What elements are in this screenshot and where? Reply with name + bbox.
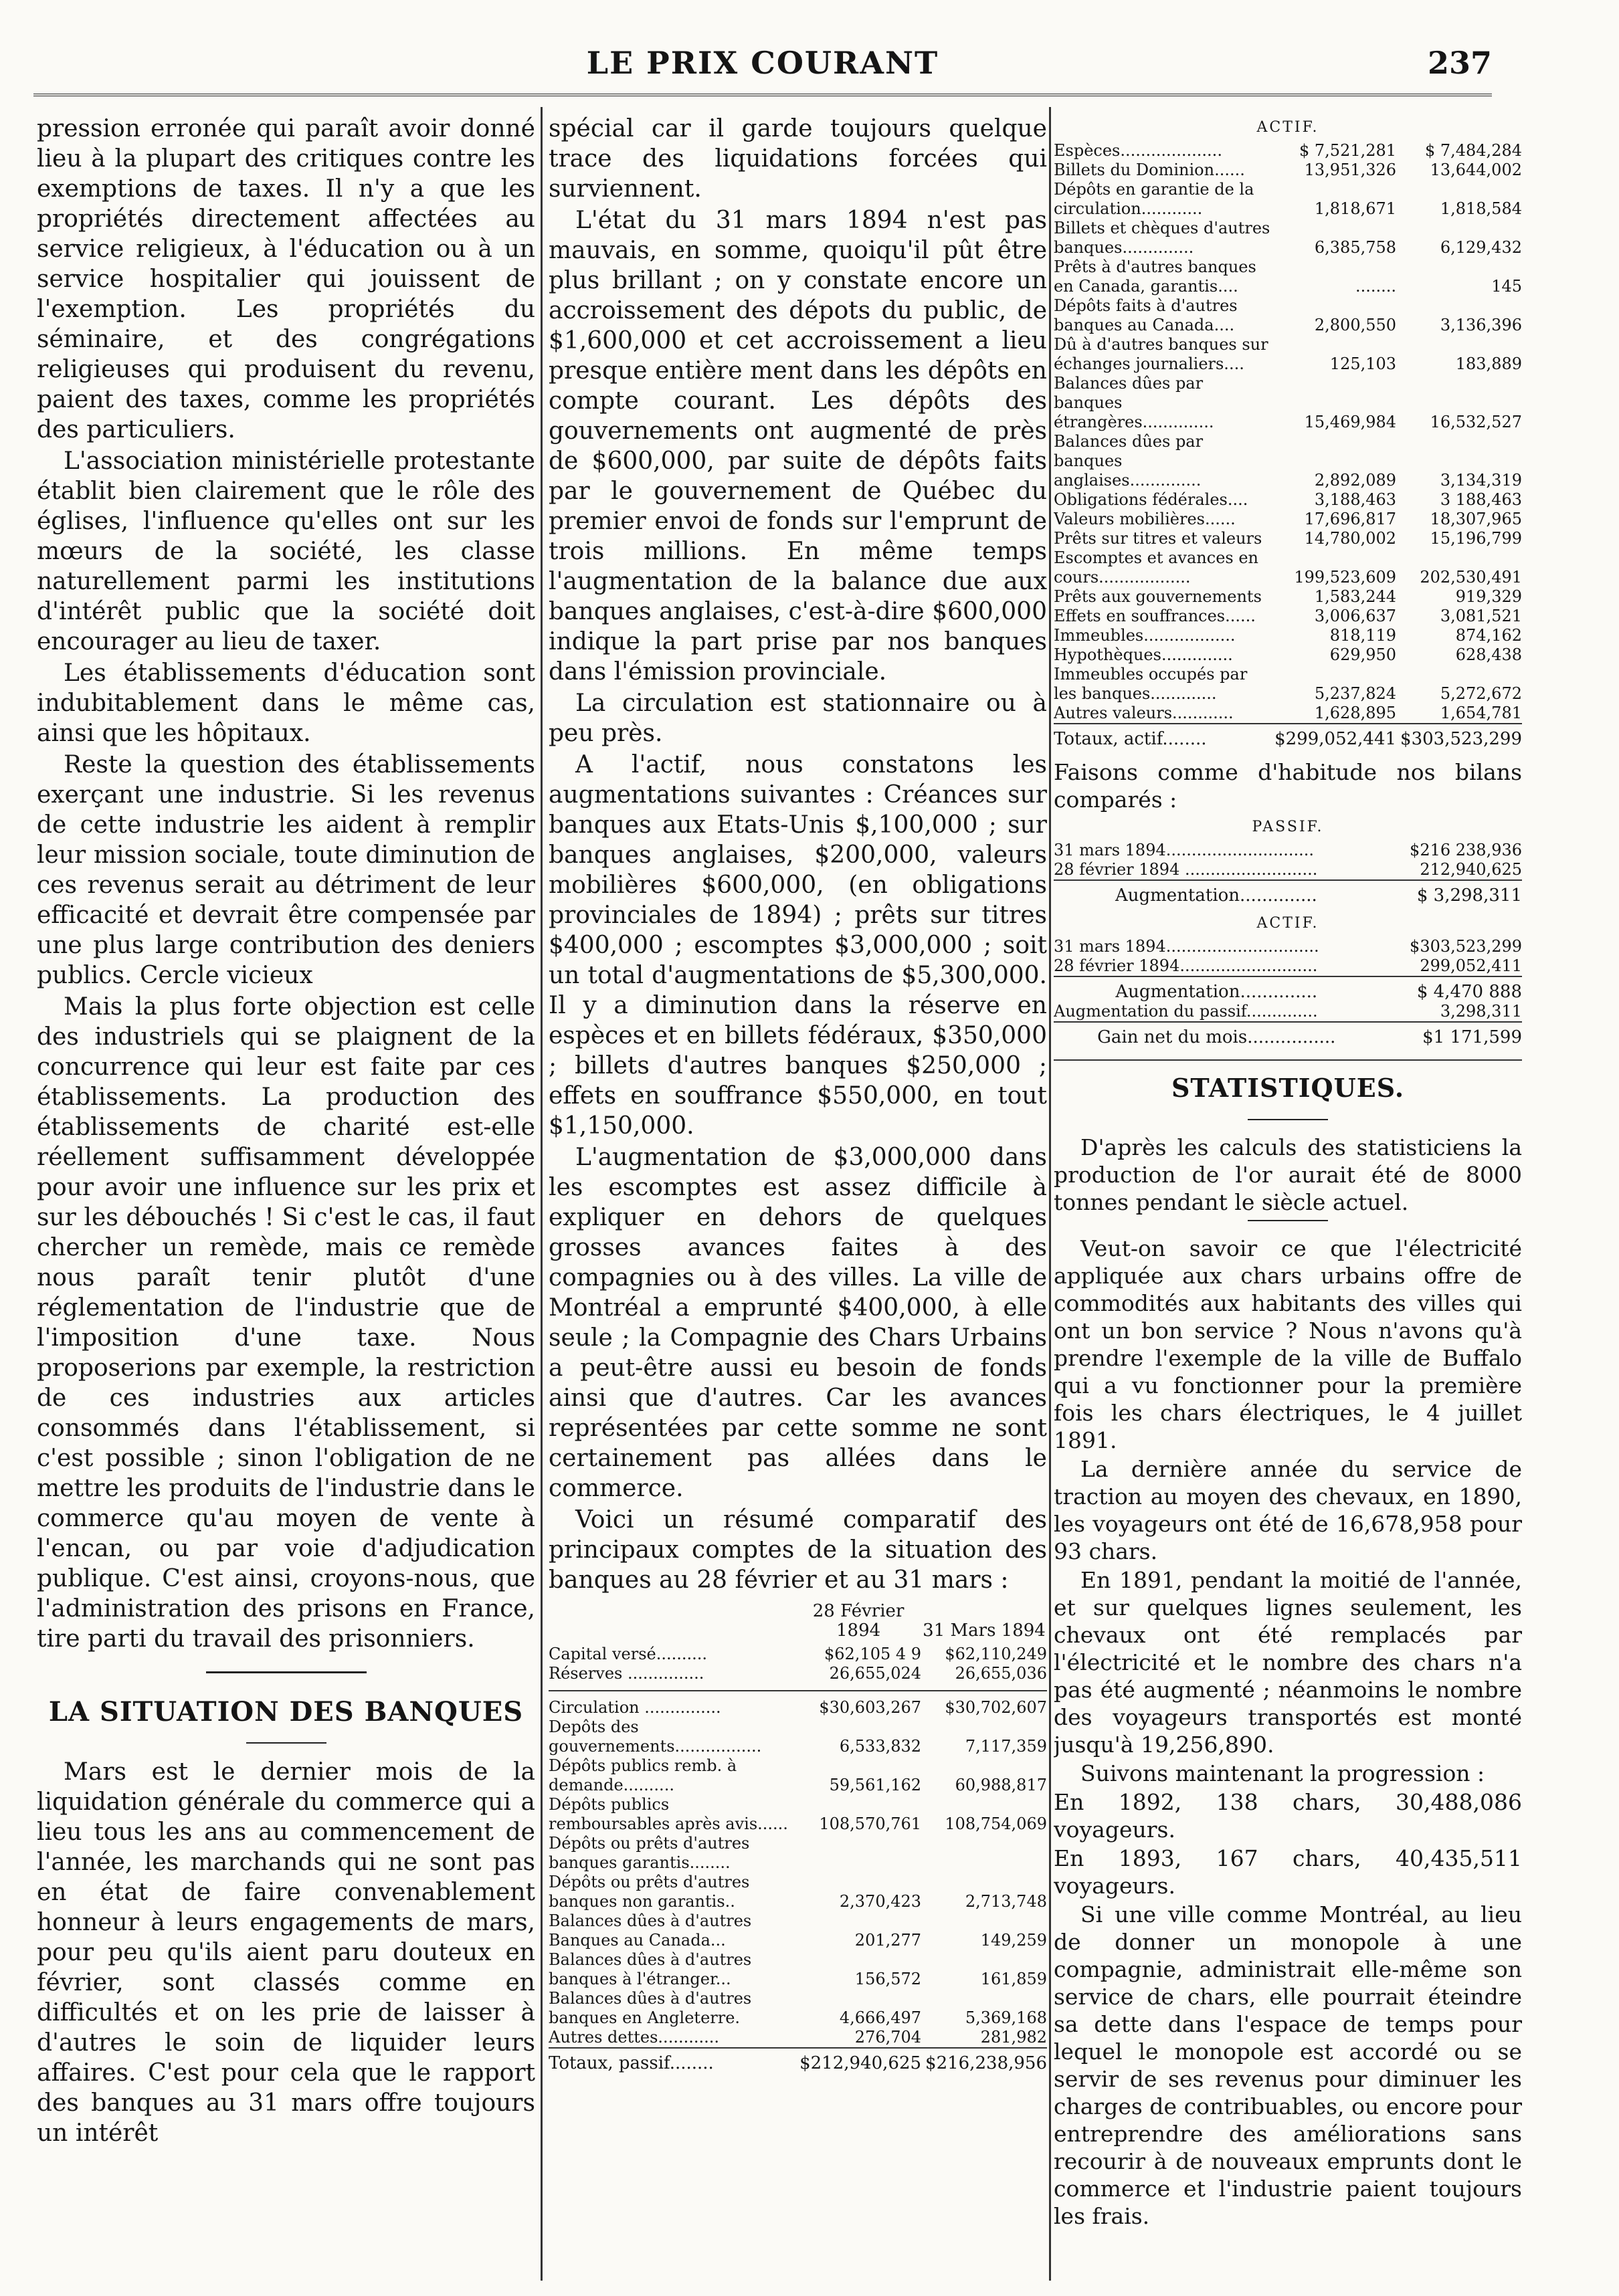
table-row: Dépôts en garantie de la circulation............ 1,818,671 1,818,584 (1054, 180, 1522, 218)
paragraph: L'association ministérielle protestante établit bien clairement que le rôle des églises, l'influence qu'elles ont sur les mœurs de la société, les classe naturellement parmi les institutions d'intérêt public que la société doit encourager au lieu de taxer. (37, 447, 535, 655)
paragraph: spécial car il garde toujours quelque trace des liquidations forcées qui surviennent. (549, 115, 1047, 203)
table-row: Depôts des gouvernements................. 6,533,832 7,117,359 (549, 1717, 1047, 1756)
column-1 (37, 114, 535, 2274)
table-row: Dépôts faits à d'autres banques au Canada.... 2,800,550 3,136,396 (1054, 296, 1522, 334)
table-row: Prêts sur titres et valeurs 14,780,002 15,196,799 (1054, 529, 1522, 548)
actif-title: ACTIF. (1256, 119, 1319, 136)
table-row: Immeubles occupés par les banques............. 5,237,824 5,272,672 (1054, 665, 1522, 703)
table-row: Autres valeurs............ 1,628,895 1,654,781 (1054, 704, 1522, 722)
paragraph: La circulation est stationnaire ou à peu près. (549, 690, 1047, 747)
table-row: Augmentation.............. $ 4,470 888 (1054, 976, 1522, 1002)
section-ornament (206, 1671, 367, 1673)
table-row: Dépôts publics remb. à demande.......... 59,561,162 60,988,817 (549, 1756, 1047, 1794)
table-row: Circulation ............... $30,603,267 $30,702,607 (549, 1698, 1047, 1717)
column-divider-2 (1049, 107, 1051, 2281)
table-row: 31 mars 1894............................. $216 238,936 (1054, 841, 1522, 859)
table-row: Réserves ............... 26,655,024 26,655,036 (549, 1664, 1047, 1683)
header-rule (33, 94, 1492, 96)
column-header: 31 Mars 1894 (923, 1621, 1046, 1641)
passif-title: PASSIF. (1252, 819, 1324, 835)
actif-summary (1054, 937, 1522, 1047)
table-row: Balances dûes à d'autres Banques au Canada... 201,277 149,259 (549, 1911, 1047, 1950)
column-2 (549, 114, 1047, 2274)
table-row: 31 mars 1894.............................. $303,523,299 (1054, 937, 1522, 956)
table-row: Gain net du mois................ $1 171,599 (1054, 1022, 1522, 1047)
passif-table (549, 1602, 1047, 2073)
paragraph: Mais la plus forte objection est celle des industriels qui se plaignent de la concurrence qui leur est faite par ces établissements. La production des établissements de charité est-elle réellement suffisamment développée pour avoir une influence sur les prix et sur les débouchés ! Si c'est le cas, il faut chercher un remède, mais ce remède nous paraît tenir plutôt d'une réglementation de l'industrie que de l'imposition d'une taxe. Nous proposerions par exemple, la restriction de ces industries aux articles consommés dans l'établissement, si c'est possible ; sinon l'obligation de ne mettre les produits de l'industrie dans le commerce qu'au moyen de vente à l'encan, ou par voie d'adjudication publique. C'est ainsi, croyons-nous, que l'administration des prisons en France, tire parti du travail des prisonniers. (37, 993, 535, 1653)
paragraph: La dernière année du service de traction au moyen des chevaux, en 1890, les voyageurs ont été de 16,678,958 pour 93 chars. (1054, 1456, 1522, 1564)
table-row: Obligations fédérales.... 3,188,463 3 188,463 (1054, 490, 1522, 509)
passif-summary (1054, 841, 1522, 906)
page-number: 237 (1427, 45, 1492, 81)
table-row: Prêts aux gouvernements 1,583,244 919,329 (1054, 587, 1522, 606)
table-row: 28 février 1894........................... 299,052,411 (1054, 956, 1522, 975)
journal-title: LE PRIX COURANT (586, 45, 939, 81)
column-divider-1 (541, 107, 543, 2281)
table-row: 28 février 1894 .......................... 212,940,625 (1054, 860, 1522, 879)
table-row: Augmentation.............. $ 3,298,311 (1054, 880, 1522, 906)
total-row: Totaux, actif........ $299,052,441 $303,523,299 (1054, 724, 1522, 749)
table-row: Effets en souffrances...... 3,006,637 3,081,521 (1054, 607, 1522, 625)
paragraph: En 1892, 138 chars, 30,488,086 voyageurs. (1054, 1789, 1522, 1843)
page-header (33, 37, 1492, 97)
table-row: Balances dûes par banques anglaises.............. 2,892,089 3,134,319 (1054, 432, 1522, 490)
table-row: Autres dettes............ 276,704 281,982 (549, 2028, 1047, 2047)
table-row: Balances dûes par banques étrangères.............. 15,469,984 16,532,527 (1054, 374, 1522, 431)
total-row: Totaux, passif........ $212,940,625 $216,238,956 (549, 2048, 1047, 2073)
column-3 (1054, 114, 1522, 2274)
table-row: Billets du Dominion...... 13,951,326 13,644,002 (1054, 161, 1522, 179)
paragraph: L'état du 31 mars 1894 n'est pas mauvais, en somme, quoiqu'il pût être plus brillant ; on y constate encore un accroissement des dépots du public, de $1,600,000 et cet accroissement a lieu presque entière ment dans les dépôts en compte courant. Les dépôts des gouvernements ont augmenté de près de $600,000, par suite de dépôts faits par le gouvernement de Québec du premier envoi de fonds sur l'emprunt de trois millions. En même temps l'augmentation de la balance due aux banques anglaises, c'est-à-dire $600,000 indique la part prise par nos banques dans l'émission provinciale. (549, 207, 1047, 686)
paragraph: Les établissements d'éducation sont indubitablement dans le même cas, ainsi que les hôpitaux. (37, 659, 535, 747)
paragraph: En 1891, pendant la moitié de l'année, et sur quelques lignes seulement, les chevaux ont été remplacés par l'électricité et le nombre des chars n'a pas été augmenté ; néanmoins le nombre des voyageurs transportés est monté jusqu'à 19,256,890. (1054, 1567, 1522, 1758)
paragraph: Faisons comme d'habitude nos bilans comparés : (1054, 759, 1522, 813)
table-row: Immeubles.................. 818,119 874,162 (1054, 626, 1522, 645)
table-row: Capital versé.......... $62,105 4 9 $62,110,249 (549, 1645, 1047, 1663)
paragraph: D'après les calculs des statisticiens la production de l'or aurait été de 8000 tonnes pendant le siècle actuel. (1054, 1134, 1522, 1215)
paragraph: Reste la question des établissements exerçant une industrie. Si les revenus de cette industrie les aident à remplir leur mission sociale, toute diminution de ces revenus serait au détriment de leur efficacité et devrait être compensée par une plus large contribution des deniers publics. Cercle vicieux (37, 751, 535, 989)
table-row: Balances dûes à d'autres banques en Angleterre. 4,666,497 5,369,168 (549, 1989, 1047, 2027)
table-row: Prêts à d'autres banques en Canada, garantis.... ........ 145 (1054, 257, 1522, 296)
paragraph: A l'actif, nous constatons les augmentations suivantes : Créances sur banques aux Etats-Unis $,100,000 ; sur banques anglaises, $200,000, valeurs mobilières $600,000, (en obligations provinciales de 1894) ; prêts sur titres $400,000 ; escomptes $3,000,000 ; soit un total d'augmentations de $5,300,000. Il y a diminution dans la réserve en espèces et en billets fédéraux, $350,000 ; billets d'autres banques $250,000 ; effets en souffrance $550,000, en tout $1,150,000. (549, 751, 1047, 1140)
column-header: 28 Février 1894 (812, 1601, 904, 1641)
paragraph: Mars est le dernier mois de la liquidation générale du commerce qui a lieu tous les ans au commencement de l'année, les marchands qui ne sont pas en état de faire convenablement honneur à leurs engagements de mars, pour peu qu'ils aient paru douteux en février, sont classés comme en difficultés et on les prie de laisser à d'autres le soin de liquider leurs affaires. C'est pour cela que le rapport des banques au 31 mars offre toujours un intérêt (37, 1758, 535, 2147)
paragraph: En 1893, 167 chars, 40,435,511 voyageurs. (1054, 1845, 1522, 1899)
table-row: Dépôts ou prêts d'autres banques garantis........ (549, 1834, 750, 1872)
paragraph: Suivons maintenant la progression : (1080, 1760, 1485, 1786)
paragraph: Voici un résumé comparatif des principaux comptes de la situation des banques au 28 février et au 31 mars : (549, 1506, 1047, 1594)
actif-table (1054, 141, 1522, 749)
section-title: LA SITUATION DES BANQUES (48, 1696, 524, 1728)
table-row: Augmentation du passif.............. 3,298,311 (1054, 1002, 1522, 1021)
title-rule (1248, 1119, 1328, 1120)
actif2-title: ACTIF. (1256, 915, 1319, 932)
table-row: Billets et chèques d'autres banques.............. 6,385,758 6,129,432 (1054, 219, 1522, 257)
paragraph: L'augmentation de $3,000,000 dans les escomptes est assez difficile à expliquer en dehors de quelques grosses avances faites à des compagnies ou à des villes. La ville de Montréal a emprunté $400,000, à elle seule ; la Compagnie des Chars Urbains a peut-être aussi eu besoin de fonds ainsi que d'autres. Car les avances représentées par cette somme ne sont certainement pas allées dans le commerce. (549, 1144, 1047, 1502)
divider (1248, 1220, 1328, 1221)
statistics-title: STATISTIQUES. (1171, 1073, 1405, 1103)
table-row: Balances dûes à d'autres banques à l'étranger... 156,572 161,859 (549, 1950, 1047, 1988)
table-row: Valeurs mobilières...... 17,696,817 18,307,965 (1054, 510, 1522, 528)
table-row: Dépôts ou prêts d'autres banques non garantis.. 2,370,423 2,713,748 (549, 1873, 1047, 1911)
title-rule (246, 1742, 326, 1744)
table-row: Dû à d'autres banques sur échanges journaliers.... 125,103 183,889 (1054, 335, 1522, 373)
table-row: Espèces.................... $ 7,521,281 $ 7,484,284 (1054, 141, 1522, 160)
paragraph: pression erronée qui paraît avoir donné lieu à la plupart des critiques contre les exemptions de taxes. Il n'y a que les propriétés directement affectées au service religieux, à l'éducation ou à un service hospitalier qui jouissent de l'exemption. Les propriétés du séminaire, et des congrégations religieuses qui produisent du revenu, paient des taxes, comme les propriétés des particuliers. (37, 115, 535, 443)
table-row: Hypothèques.............. 629,950 628,438 (1054, 645, 1522, 664)
table-row: Dépôts publics remboursables après avis...... 108,570,761 108,754,069 (549, 1795, 1047, 1833)
paragraph: Si une ville comme Montréal, au lieu de donner un monopole à une compagnie, administrait elle-même son service de chars, elle pourrait éteindre sa dette dans l'espace de temps pour lequel le monopole est accordé ou se servir de ses revenus pour diminuer les charges de contribuables, ou encore pour entreprendre des améliorations sans recourir à de nouveaux emprunts dont le commerce et l'industrie paient toujours les frais. (1054, 1901, 1522, 2229)
table-row: Escomptes et avances en cours.................. 199,523,609 202,530,491 (1054, 548, 1522, 587)
paragraph: Veut-on savoir ce que l'électricité appliquée aux chars urbains offre de commodités aux habitants des villes qui ont un bon service ? Nous n'avons qu'à prendre l'exemple de la ville de Buffalo qui a vu fonctionner pour la première fois les chars électriques, le 4 juillet 1891. (1054, 1235, 1522, 1453)
